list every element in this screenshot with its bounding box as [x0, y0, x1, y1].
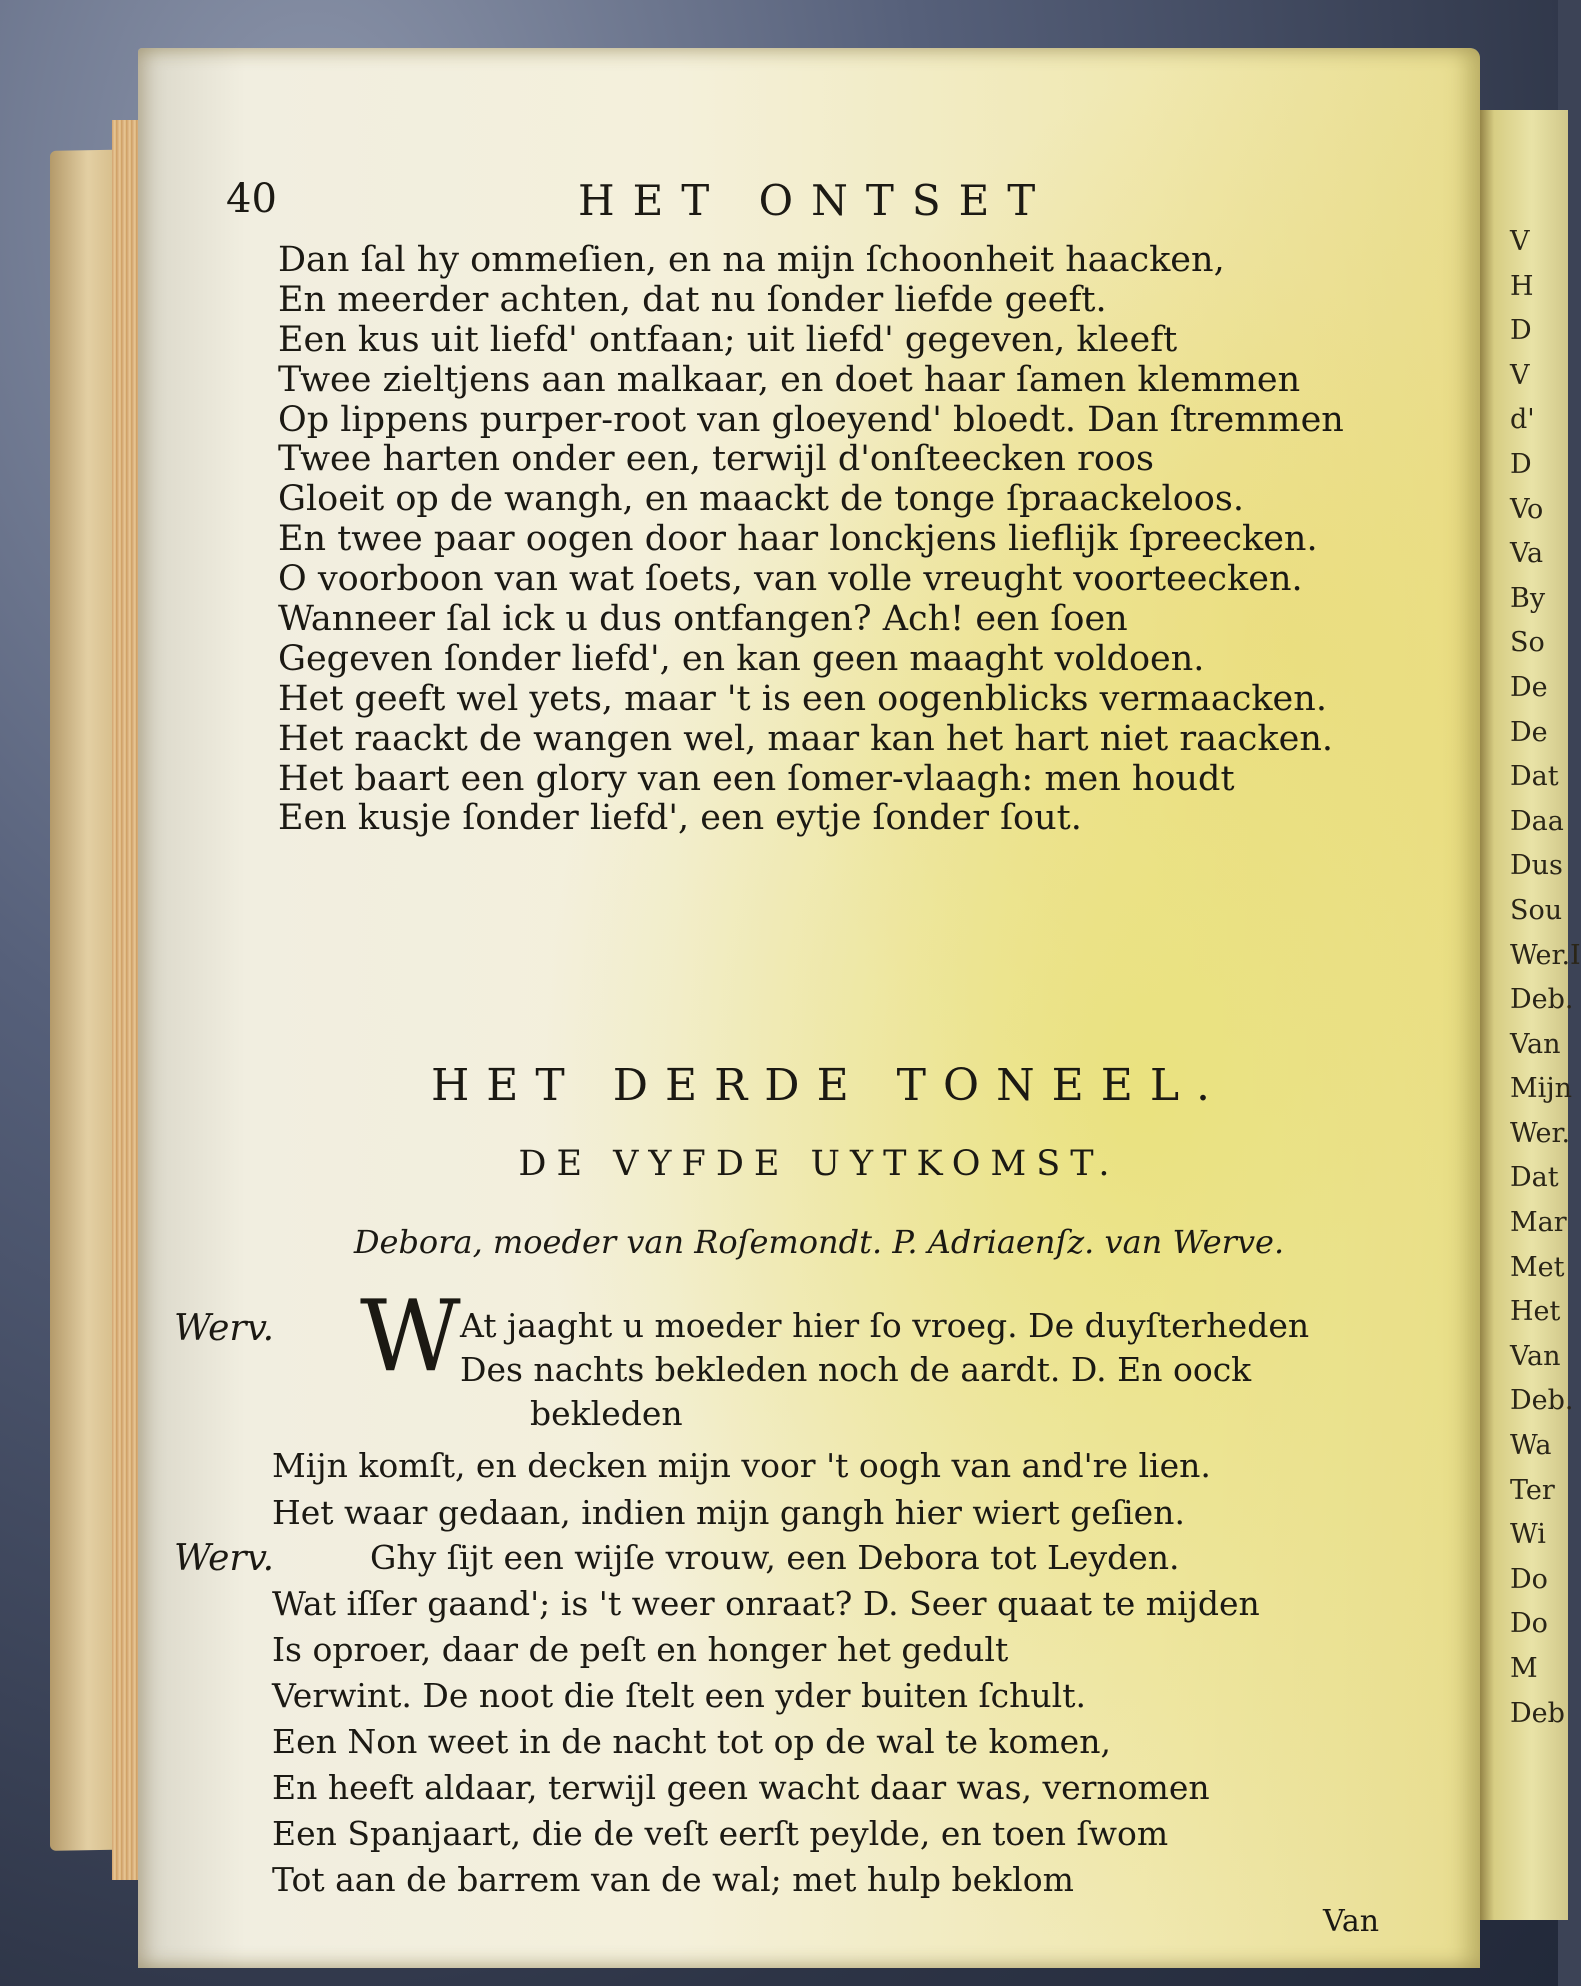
- dialogue-line: Des nachts bekleden noch de aardt. D. En oock: [460, 1350, 1252, 1389]
- catchword: Van: [1323, 1904, 1380, 1939]
- page-header: [138, 168, 1480, 228]
- facing-page-fragment: Het: [1510, 1296, 1561, 1328]
- dialogue-line: Is oproer, daar de peſt en honger het gedult: [272, 1630, 1009, 1669]
- facing-page-fragment: Ter: [1510, 1474, 1555, 1506]
- facing-page-fragment: Met: [1510, 1251, 1565, 1283]
- facing-page-fragment: Wer.: [1510, 1117, 1571, 1149]
- verse-line: Het baart een glory van een ſomer-vlaagh: men houdt: [278, 758, 1235, 799]
- facing-page-fragment: D: [1510, 448, 1532, 480]
- dialogue-line: Ghy ſijt een wijſe vrouw, een Debora tot Leyden.: [370, 1538, 1180, 1577]
- verse-line: Gloeit op de wangh, en maackt de tonge ſpraackeloos.: [278, 479, 1244, 520]
- facing-page-fragment: By: [1510, 582, 1546, 614]
- facing-page-fragment: Daa: [1510, 805, 1564, 837]
- running-title: HET ONTSET: [578, 176, 1054, 225]
- speaker-label: Werv.: [174, 1308, 275, 1349]
- facing-page-fragment: V: [1510, 226, 1530, 257]
- dialogue-line: At jaaght u moeder hier ſo vroeg. De duyſterheden: [460, 1306, 1310, 1345]
- dialogue-line: Mijn komſt, en decken mijn voor 't oogh van and're lien.: [272, 1446, 1211, 1485]
- cast-list: Debora, moeder van Roſemondt. P. Adriaenſz. van Werve.: [353, 1223, 1285, 1261]
- verse-line: Dan ſal hy ommeſien, en na mijn ſchoonheit haacken,: [278, 240, 1225, 280]
- facing-page-text: [1510, 220, 1581, 1736]
- facing-page-fragment: Mijn: [1510, 1073, 1573, 1105]
- facing-page-fragment: D: [1510, 315, 1532, 347]
- dialogue-line: Het waar gedaan, indien mijn gangh hier wiert geſien.: [272, 1493, 1185, 1532]
- facing-page-fragment: V: [1510, 359, 1530, 391]
- scene-heading: HET DERDE TONEEL.: [430, 1060, 1228, 1111]
- dialogue-line: Tot aan de barrem van de wal; met hulp beklom: [272, 1860, 1074, 1899]
- verse-line: Op lippens purper-root van gloeyend' bloedt. Dan ſtremmen: [278, 399, 1344, 440]
- dialogue-line: En heeft aldaar, terwijl geen wacht daar was, vernomen: [272, 1768, 1210, 1807]
- dialogue-line: bekleden: [530, 1394, 683, 1433]
- dialogue-line: Wat iſſer gaand'; is 't weer onraat? D. Seer quaat te mijden: [272, 1584, 1260, 1623]
- facing-page-fragment: Do: [1510, 1608, 1548, 1640]
- facing-page-fragment: M: [1510, 1653, 1538, 1684]
- verse-line: O voorboon van wat ſoets, van volle vreught voorteecken.: [278, 559, 1303, 600]
- verse-line: Wanneer ſal ick u dus ontfangen? Ach! een ſoen: [278, 599, 1128, 640]
- dialogue-line: Verwint. De noot die ſtelt een yder buiten ſchult.: [272, 1676, 1086, 1715]
- facing-page-fragment: De: [1510, 671, 1548, 703]
- facing-page-fragment: Deb.: [1510, 984, 1574, 1016]
- verse-block: [278, 241, 1428, 839]
- verse-line: Het geeft wel yets, maar 't is een oogenblicks vermaacken.: [278, 678, 1327, 719]
- speaker-label: Werv.: [174, 1538, 275, 1579]
- facing-page-fragment: Van: [1510, 1340, 1561, 1372]
- facing-page-fragment: Mar: [1510, 1207, 1567, 1239]
- verse-line: Twee harten onder een, terwijl d'onſteecken roos: [278, 439, 1154, 480]
- verse-line: Een kus uit liefd' ontfaan; uit liefd' gegeven, kleeft: [278, 319, 1178, 360]
- facing-page-fragment: Dat: [1510, 1162, 1559, 1194]
- verse-line: Het raackt de wangen wel, maar kan het hart niet raacken.: [278, 718, 1333, 759]
- dialogue-line: Een Non weet in de nacht tot op de wal te komen,: [272, 1722, 1111, 1761]
- page-number: 40: [226, 176, 277, 222]
- book-page: [138, 48, 1480, 1968]
- verse-line: En twee paar oogen door haar lonckjens lieflijk ſpreecken.: [278, 519, 1318, 560]
- facing-page-fragment: d': [1510, 404, 1535, 436]
- facing-page-fragment: Va: [1510, 538, 1544, 570]
- facing-page-fragment: De: [1510, 716, 1548, 748]
- facing-page-fragment: Dus: [1510, 850, 1563, 882]
- facing-page-fragment: Do: [1510, 1563, 1548, 1595]
- facing-page-fragment: So: [1510, 627, 1545, 659]
- facing-page-fragment: Wa: [1510, 1430, 1552, 1462]
- facing-page-fragment: Sou: [1510, 894, 1563, 926]
- verse-line: En meerder achten, dat nu ſonder liefde geeft.: [278, 279, 1107, 320]
- facing-page-fragment: Wi: [1510, 1519, 1546, 1551]
- verse-line: Een kusje ſonder liefd', een eytje ſonder ſout.: [278, 798, 1082, 839]
- verse-line: Twee zieltjens aan malkaar, en doet haar ſamen klemmen: [278, 359, 1301, 400]
- facing-page-fragment: Dat: [1510, 761, 1559, 793]
- facing-page-fragment: H: [1510, 270, 1534, 302]
- dialogue-line: Een Spanjaart, die de veſt eerſt peylde, en toen ſwom: [272, 1814, 1169, 1853]
- facing-page-fragment: Deb.: [1510, 1385, 1574, 1417]
- facing-page-fragment: Wer.I: [1510, 939, 1581, 971]
- scene-subheading: DE VYFDE UYTKOMST.: [518, 1144, 1120, 1184]
- facing-page-fragment: Deb: [1510, 1697, 1565, 1729]
- verse-line: Gegeven ſonder liefd', en kan geen maaght voldoen.: [278, 638, 1205, 679]
- facing-page-fragment: Vo: [1510, 493, 1544, 525]
- drop-cap: W: [360, 1280, 461, 1394]
- facing-page-fragment: Van: [1510, 1028, 1561, 1060]
